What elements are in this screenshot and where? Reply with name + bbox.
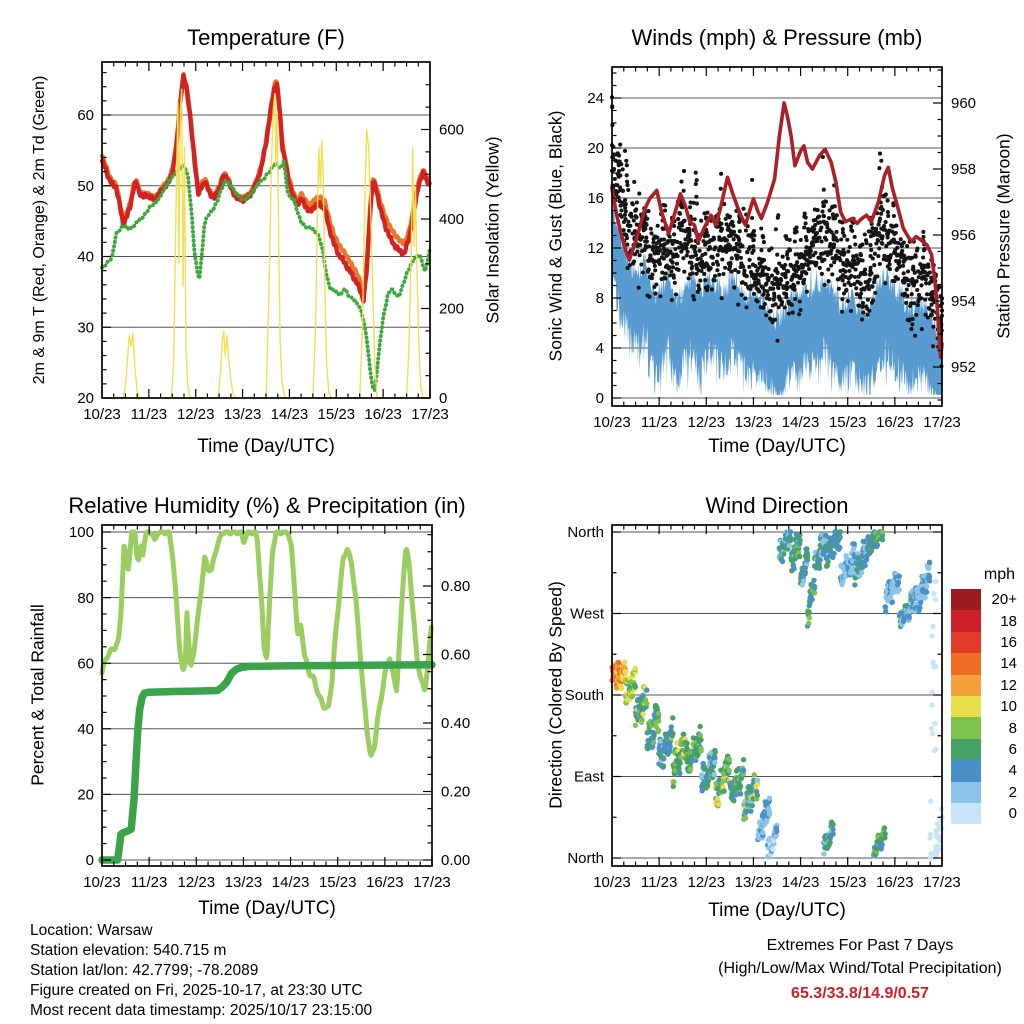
svg-text:0.80: 0.80 (441, 578, 471, 596)
svg-text:15/23: 15/23 (317, 406, 356, 423)
legend-row (951, 803, 1017, 824)
legend-row (951, 675, 1017, 696)
svg-text:16/23: 16/23 (876, 414, 914, 431)
svg-text:0.60: 0.60 (441, 646, 471, 664)
svg-text:4: 4 (595, 340, 604, 358)
chart-title-wind-direction: Wind Direction (705, 493, 849, 518)
svg-text:12/23: 12/23 (687, 414, 726, 431)
legend-swatch (951, 589, 981, 610)
svg-text:24: 24 (587, 90, 604, 108)
svg-text:20: 20 (77, 786, 94, 804)
svg-text:200: 200 (439, 300, 465, 318)
svg-text:17/23: 17/23 (413, 874, 451, 891)
legend-label: 18 (1000, 612, 1017, 630)
svg-text:30: 30 (77, 319, 94, 337)
svg-text:15/23: 15/23 (828, 874, 867, 891)
humidity-precip-chart (69, 524, 470, 891)
winds-pressure-chart (587, 67, 976, 431)
legend-swatch (951, 782, 981, 803)
svg-text:17/23: 17/23 (923, 414, 961, 431)
svg-text:10/23: 10/23 (593, 414, 631, 431)
wind-direction-chart (565, 524, 961, 891)
x-axis-label-winds: Time (Day/UTC) (708, 436, 846, 457)
svg-text:40: 40 (77, 721, 94, 738)
figure-created: Figure created on Fri, 2025-10-17, at 23:30 UTC (30, 982, 363, 999)
legend-swatch (951, 717, 981, 738)
svg-text:16: 16 (587, 190, 604, 208)
extremes-subtitle: (High/Low/Max Wind/Total Precipitation) (718, 960, 1002, 977)
legend-label: 6 (1008, 740, 1017, 758)
svg-text:600: 600 (439, 121, 465, 139)
svg-text:13/23: 13/23 (223, 406, 262, 423)
legend-row (951, 717, 1017, 738)
svg-text:10/23: 10/23 (83, 406, 121, 423)
svg-text:40: 40 (77, 248, 94, 266)
svg-text:11/23: 11/23 (130, 874, 168, 891)
svg-text:11/23: 11/23 (640, 414, 678, 431)
legend-row (951, 610, 1017, 631)
svg-text:960: 960 (951, 95, 977, 113)
legend-swatch (951, 696, 981, 717)
svg-text:13/23: 13/23 (224, 874, 263, 891)
svg-text:12: 12 (587, 240, 604, 258)
chart-title-temperature: Temperature (F) (187, 25, 345, 50)
svg-text:15/23: 15/23 (828, 414, 867, 431)
legend-label: 2 (1008, 783, 1017, 801)
svg-text:0.00: 0.00 (441, 852, 471, 870)
legend-row (951, 696, 1017, 717)
svg-text:11/23: 11/23 (640, 874, 678, 891)
speed-legend (951, 566, 1017, 824)
legend-swatch (951, 610, 981, 631)
legend-label: 14 (1000, 655, 1017, 673)
svg-text:10/23: 10/23 (83, 874, 121, 891)
svg-text:15/23: 15/23 (318, 874, 357, 891)
legend-title: mph (983, 566, 1015, 583)
svg-text:60: 60 (77, 655, 94, 673)
legend-row (951, 760, 1017, 781)
y-axis-label-solar-right: Solar Insolation (Yellow) (482, 136, 503, 324)
svg-text:100: 100 (68, 524, 94, 542)
svg-text:13/23: 13/23 (734, 414, 773, 431)
svg-text:0: 0 (439, 390, 448, 408)
svg-text:958: 958 (951, 161, 977, 179)
svg-text:17/23: 17/23 (411, 406, 449, 423)
legend-swatch (951, 632, 981, 653)
svg-text:12/23: 12/23 (687, 874, 726, 891)
y-axis-label-direction-left: Direction (Colored By Speed) (545, 581, 566, 809)
svg-text:12/23: 12/23 (177, 874, 216, 891)
legend-swatch (951, 739, 981, 760)
legend-swatch (951, 760, 981, 781)
legend-swatch (951, 653, 981, 674)
svg-text:South: South (564, 687, 604, 705)
legend-row (951, 632, 1017, 653)
legend-row (951, 739, 1017, 760)
legend-row (951, 589, 1017, 610)
extremes-title: Extremes For Past 7 Days (766, 937, 954, 954)
station-location: Location: Warsaw (30, 922, 153, 939)
svg-text:11/23: 11/23 (130, 406, 168, 423)
station-elevation: Station elevation: 540.715 m (30, 942, 227, 959)
legend-label: 16 (1000, 633, 1017, 651)
svg-text:80: 80 (77, 589, 94, 607)
legend-rows (951, 589, 1017, 824)
svg-text:10/23: 10/23 (593, 874, 631, 891)
svg-text:North: North (567, 850, 604, 868)
svg-text:North: North (567, 524, 604, 542)
svg-text:50: 50 (77, 177, 94, 195)
legend-label: 4 (1008, 762, 1017, 780)
svg-text:0.20: 0.20 (441, 783, 471, 801)
svg-text:14/23: 14/23 (781, 874, 820, 891)
x-axis-label-wind-direction: Time (Day/UTC) (708, 900, 846, 921)
svg-text:14/23: 14/23 (270, 406, 309, 423)
legend-label: 0 (1008, 805, 1017, 823)
svg-text:0: 0 (85, 852, 94, 870)
y-axis-label-wind-left: Sonic Wind & Gust (Blue, Black) (545, 110, 566, 362)
legend-swatch (951, 803, 981, 824)
y-axis-label-pressure-right: Station Pressure (Maroon) (993, 133, 1014, 339)
svg-text:16/23: 16/23 (364, 406, 402, 423)
svg-text:West: West (570, 605, 604, 623)
svg-text:954: 954 (951, 293, 977, 311)
gridlines (102, 115, 430, 398)
extremes-values: 65.3/33.8/14.9/0.57 (791, 985, 929, 1002)
legend-label: 20+ (991, 591, 1017, 609)
legend-label: 12 (1000, 676, 1017, 694)
svg-text:400: 400 (439, 211, 465, 229)
legend-swatch (951, 675, 981, 696)
svg-text:8: 8 (595, 290, 604, 308)
chart-title-winds-pressure: Winds (mph) & Pressure (mb) (631, 25, 923, 50)
svg-text:16/23: 16/23 (876, 874, 914, 891)
svg-text:20: 20 (587, 140, 604, 158)
chart-title-humidity-precip: Relative Humidity (%) & Precipitation (in) (68, 493, 466, 518)
legend-row (951, 653, 1017, 674)
svg-text:0.40: 0.40 (441, 715, 471, 733)
svg-text:956: 956 (951, 227, 977, 245)
svg-text:952: 952 (951, 359, 977, 377)
y-axis-label-temperature-left: 2m & 9m T (Red, Orange) & 2m Td (Green) (31, 75, 48, 385)
svg-text:14/23: 14/23 (781, 414, 820, 431)
svg-text:17/23: 17/23 (923, 874, 961, 891)
station-latlon: Station lat/lon: 42.7799; -78.2089 (30, 962, 259, 979)
extremes-block (660, 934, 1024, 1005)
svg-text:60: 60 (77, 107, 94, 125)
svg-text:16/23: 16/23 (366, 874, 404, 891)
y-axis-label-humidity-left: Percent & Total Rainfall (27, 604, 48, 786)
x-axis-label-temperature: Time (Day/UTC) (197, 436, 335, 457)
x-axis-label-humidity: Time (Day/UTC) (198, 898, 336, 919)
svg-text:20: 20 (77, 390, 94, 408)
legend-row (951, 782, 1017, 803)
data-timestamp: Most recent data timestamp: 2025/10/17 23:15:00 (30, 1002, 373, 1019)
station-info (30, 921, 372, 1021)
temperature-chart (77, 62, 464, 423)
svg-text:East: East (573, 768, 604, 786)
svg-text:14/23: 14/23 (271, 874, 310, 891)
svg-text:0: 0 (595, 390, 604, 408)
svg-text:13/23: 13/23 (734, 874, 773, 891)
legend-label: 8 (1008, 719, 1017, 737)
legend-label: 10 (1000, 698, 1017, 716)
svg-text:12/23: 12/23 (176, 406, 215, 423)
